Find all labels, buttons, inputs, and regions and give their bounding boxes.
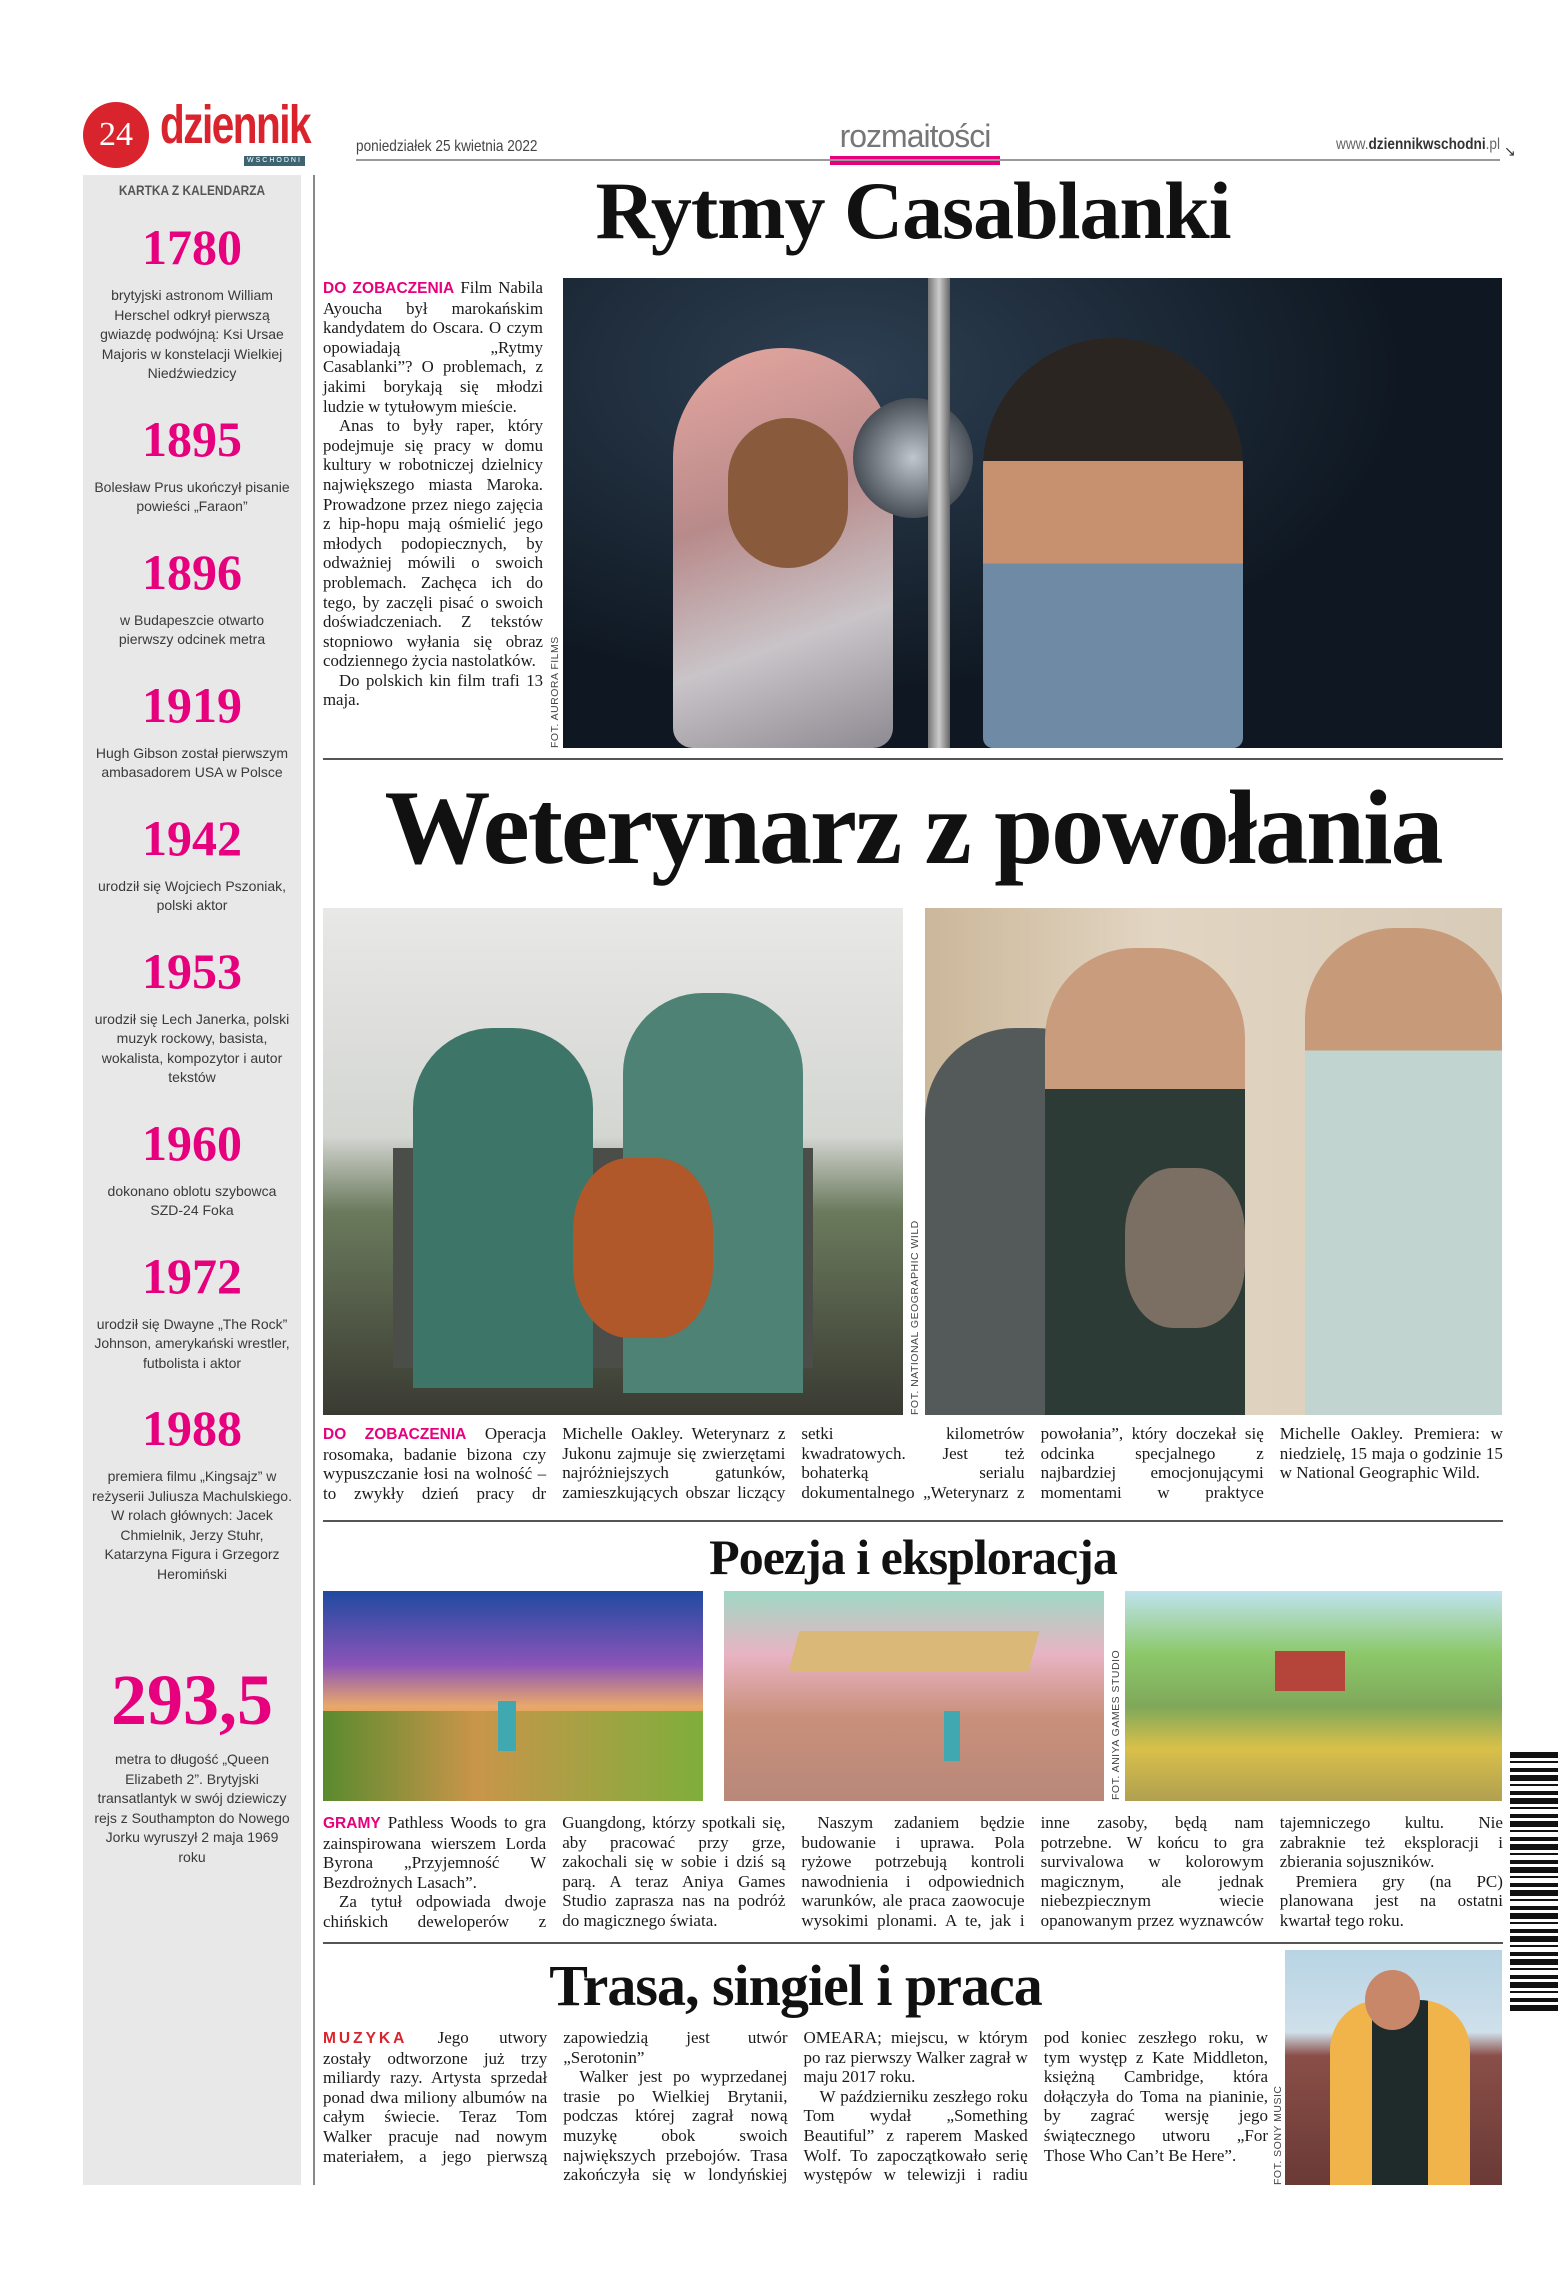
article-kicker: MUZYKA [323, 2030, 408, 2047]
person-figure [983, 338, 1243, 748]
entry-year: 1780 [142, 219, 242, 275]
game-screenshot-farm[interactable] [1125, 1591, 1502, 1801]
section-rule [323, 758, 1503, 760]
calendar-entry [83, 219, 301, 384]
sidebar-divider [313, 175, 315, 2185]
paragraph: Do polskich kin film trafi 13 maja. [323, 670, 543, 710]
entry-year: 1988 [142, 1400, 242, 1456]
headline-casablanca: Rytmy Casablanki [595, 165, 1231, 256]
page-number-badge [83, 102, 149, 168]
entry-year: 1896 [142, 543, 242, 600]
article-music-body [323, 2028, 1268, 2188]
entry-year: 1972 [142, 1247, 242, 1304]
paragraph [323, 278, 543, 416]
article-game-body [323, 1813, 1503, 1937]
entry-text: urodził się Wojciech Pszoniak, polski aktor [97, 877, 287, 913]
calendar-entry [83, 410, 301, 517]
fact-text: metra to długość „Queen Elizabeth 2”. Brytyjski transatlantyk w swój dziewiczy rejs z Southampton do Nowego Jorku wyruszył 2 maja 1969 roku [94, 1751, 290, 1865]
calendar-list [83, 219, 301, 1897]
entry-text: w Budapeszcie otwarto pierwszy odcinek metra [118, 611, 266, 647]
calendar-entry [83, 543, 301, 650]
article-casablanca-body [323, 278, 543, 748]
entry-year: 1953 [142, 942, 242, 999]
calendar-entry [83, 1247, 301, 1374]
entry-year: 1960 [142, 1114, 242, 1171]
microphone-icon [853, 398, 973, 518]
character [944, 1711, 960, 1761]
farmhouse [1275, 1651, 1345, 1691]
entry-text: urodził się Lech Janerka, polski muzyk rockowy, basista, wokalista, kompozytor i autor tekstów [94, 1010, 290, 1085]
paragraph-text: Operacja rosomaka, badanie bizona czy wypuszczanie łosi na wolność – to zwykły dzień pracy dr Michelle Oakley. Weterynarz z Jukonu zajmuje się zwierzętami najróżniejszych gatunków, zamieszkujących obszar liczący setki kilometrów kwadratowych. Jest też bohaterką serialu dokumentalnego „Weterynarz z powołania”, który doczekał się odcinka specjalnego z najbardziej emocjonującymi momentami w praktyce Michelle Oakley. Premiera: w niedzielę, 15 maja o godzinie 15 w National Geographic Wild. [323, 1424, 1503, 1503]
paragraph: Za tytuł odpowiada dwoje chińskich deweloperów z Guangdong, którzy spotkali się, aby pracować przy grze, zakochali się w sobie i dziś są parą. A teraz Aniya Games Studio zaprasza nas na podróż do magicznego świata. [323, 1813, 786, 1931]
vet-photo-moose[interactable] [323, 908, 903, 1415]
entry-text: Hugh Gibson został pierwszym ambasadorem USA w Polsce [95, 744, 289, 780]
entry-text: premiera filmu „Kingsajz” w reżyserii Juliusza Machulskiego. W rolach głównych: Jacek Chmielnik, Jerzy Stuhr, Katarzyna Figura i Grzegorz Heromiński [92, 1468, 292, 1582]
photo-credit: FOT. NATIONAL GEOGRAPHIC WILD [909, 1220, 921, 1415]
paragraph: Naszym zadaniem będzie budowanie i uprawa. Pola ryżowe potrzebują kontroli nawodnienia i odpowiednich warunków, ale praca zaowocuje wysokimi plonami. A te, jak i inne zasoby, będą nam potrzebne. W końcu to gra survivalowa w kolorowym magicznym, ale jednak niebezpiecznym wiecie opanowanym przez wyznawców tajemniczego kultu. Nie zabraknie też eksploracji i zbierania sojuszników. [801, 1813, 1503, 1930]
page-number: 24 [99, 116, 133, 153]
headline-vet: Weterynarz z powołania [384, 769, 1442, 886]
article-kicker: DO ZOBACZENIA [323, 280, 455, 297]
face [1365, 1970, 1420, 2030]
paragraph: Walker jest po wyprzedanej trasie po Wielkiej Brytanii, podczas której zagrał nową muzykę obok swoich największych przebojów. Trasa zakończyła się w londyńskiej OMEARA; miejscu, w którym po raz pierwszy Walker zagrał w maju 2017 roku. [563, 2028, 1028, 2185]
issue-date: poniedziałek 25 kwietnia 2022 [356, 138, 538, 155]
animal [1125, 1168, 1245, 1328]
paragraph [323, 1424, 1503, 1508]
entry-year: 1919 [142, 676, 242, 733]
paragraph: Anas to były raper, który podejmuje się pracy w domu kultury w robotniczej dzielnicy największego miasta Maroka. Prowadzone przez niego zajęcia z hip-hopu mają ośmielić jego młodych podopiecznych, by odważniej mówili o swoich problemach. Zachęca ich do tego, by zaczęli pisać o swoich doświadczeniach. Z tekstów stopniowo wyłania się obraz codziennego życia nastolatków. [323, 416, 543, 671]
face [728, 418, 848, 568]
calendar-entry [83, 942, 301, 1088]
cursor-icon: ↘ [1504, 145, 1516, 160]
entry-year: 1942 [142, 809, 242, 866]
music-photo-artist[interactable] [1285, 1950, 1502, 2185]
photo-credit: FOT. SONY MUSIC [1272, 2085, 1284, 2185]
article-kicker: GRAMY [323, 1815, 381, 1832]
person-figure [413, 1028, 593, 1388]
entry-year: 1895 [142, 410, 242, 467]
vet-photo-clinic[interactable] [925, 908, 1502, 1415]
section-title: rozmaitości [839, 118, 991, 154]
url-prefix: www. [1336, 136, 1369, 153]
article-kicker: DO ZOBACZENIA [323, 1426, 467, 1443]
entry-text: brytyjski astronom William Herschel odkrył pierwszą gwiazdę podwójną: Ksi Ursae Majoris w konstelacji Wielkiej Niedźwiedzicy [100, 287, 284, 381]
character [498, 1701, 516, 1751]
calendar-entry [83, 809, 301, 916]
calendar-entry [83, 1114, 301, 1221]
entry-text: Bolesław Prus ukończył pisanie powieści „Faraon” [94, 478, 290, 514]
paragraph-text: Pathless Woods to gra zainspirowana wierszem Lorda Byrona „Przyjemność W Bezdrożnych Lasach”. [323, 1813, 547, 1892]
section-rule [323, 1520, 1503, 1522]
game-screenshot-hut[interactable] [724, 1591, 1104, 1801]
headline-music: Trasa, singiel i praca [549, 1953, 1042, 2018]
sidebar-heading: KARTKA Z KALENDARZA [118, 182, 266, 198]
animal [573, 1158, 713, 1338]
section-rule [323, 1942, 1503, 1944]
game-screenshot-path[interactable] [323, 1591, 703, 1801]
fact-number: 293,5 [111, 1660, 273, 1740]
photo-credit: FOT. AURORA FILMS [549, 636, 561, 748]
calendar-fact [83, 1660, 301, 1867]
url-suffix: .pl [1485, 136, 1500, 153]
paragraph [323, 1813, 546, 1892]
mic-stand [928, 278, 950, 748]
paragraph: Premiera gry (na PC) planowana jest na ostatni kwartał tego roku. [1279, 1871, 1503, 1930]
paragraph: W październiku zeszłego roku Tom wydał „Something Beautiful” z raperem Masked Wolf. To zapoczątkowało serię występów w telewizji i radiu pod koniec zeszłego roku, w tym występ z Kate Middleton, księżną Cambridge, która dołączyła do Toma na pianinie, by zagrać wersję jego świątecznego utworu „For Those Who Can’t Be Here”. [803, 2028, 1268, 2185]
header-rule [356, 159, 1500, 161]
entry-text: urodził się Dwayne „The Rock” Johnson, amerykański wrestler, futbolista i aktor [94, 1315, 290, 1371]
logo-subtitle: WSCHODNI [244, 156, 305, 166]
photo-credit: FOT. ANIYA GAMES STUDIO [1110, 1649, 1122, 1800]
logo[interactable]: dziennik [160, 95, 311, 155]
headline-game: Poezja i eksploracja [709, 1529, 1117, 1585]
hut-roof [789, 1631, 1040, 1671]
url-domain: dziennikwschodni [1368, 136, 1486, 153]
person-figure [1305, 928, 1502, 1415]
paragraph-text: Film Nabila Ayoucha był marokańskim kandydatem do Oscara. O czym opowiadają „Rytmy Casablanki”? O problemach, z jakimi borykają się młodzi ludzie w tytułowym mieście. [323, 278, 544, 416]
casablanca-photo[interactable] [563, 278, 1502, 748]
entry-text: dokonano oblotu szybowca SZD-24 Foka [107, 1182, 277, 1218]
calendar-entry [83, 676, 301, 783]
barcode [1510, 1752, 1558, 2012]
article-vet-body [323, 1424, 1503, 1508]
calendar-entry [83, 1400, 301, 1584]
website-link[interactable] [1296, 136, 1500, 154]
paragraph-text: Jego utwory zostały odtworzone już trzy miliardy razy. Artysta sprzedał ponad dwa miliony albumów na całym świecie. Teraz Tom Walker pracuje nad nowym materiałem, a jego pierwszą zapowiedzią jest utwór „Serotonin” [323, 2028, 788, 2166]
